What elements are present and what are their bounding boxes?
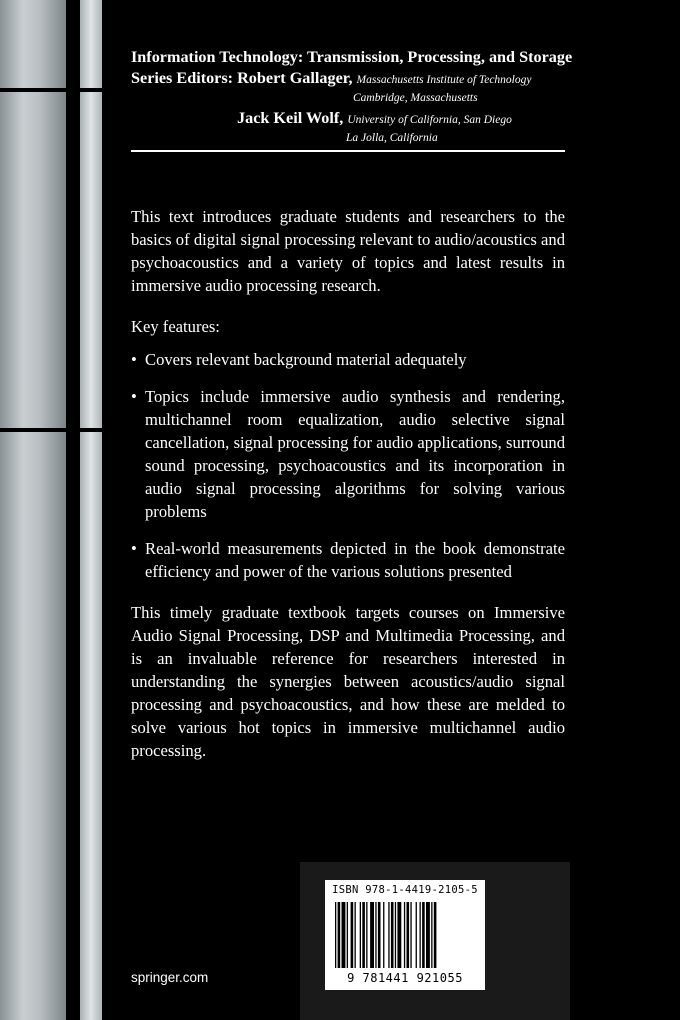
barcode-bars-icon: [335, 902, 475, 968]
publisher-url: springer.com: [131, 970, 209, 985]
feature-item: [131, 348, 565, 371]
feature-item: [131, 537, 565, 583]
barcode: [325, 880, 485, 990]
key-features-label: Key features:: [131, 317, 220, 336]
editor2-affiliation: University of California, San Diego: [347, 114, 512, 126]
header-divider: [131, 150, 565, 152]
spine-decoration: [0, 0, 105, 1020]
editor1-location: Cambridge, Massachusetts: [353, 92, 478, 104]
feature-item: [131, 385, 565, 523]
isbn-text: ISBN 978-1-4419-2105-5: [332, 884, 478, 896]
intro-paragraph: This text introduces graduate students and researchers to the basics of digital signal processing relevant to audio/acoustics and psychoacoustics and a variety of topics and latest results in immersive audio processing research.: [131, 207, 565, 295]
series-editors-label: Series Editors:: [131, 69, 234, 87]
description-body: [131, 205, 565, 762]
editor2-location: La Jolla, California: [346, 132, 438, 144]
barcode-number: 9 781441 921055: [347, 971, 463, 985]
editor1-name: Robert Gallager,: [237, 69, 353, 87]
feature-text: Topics include immersive audio synthesis and rendering, multichannel room equalization, audio selective signal cancellation, signal processing for audio applications, surround sound processing, psychoacoustics and its incorporation in audio signal processing algorithms for solving various problems: [145, 387, 565, 521]
series-title: Information Technology: Transmission, Processing, and Storage: [131, 48, 573, 66]
editor1-affiliation: Massachusetts Institute of Technology: [356, 74, 532, 86]
feature-text: Real-world measurements depicted in the book demonstrate efficiency and power of the various solutions presented: [145, 539, 565, 581]
editor1-row: [131, 68, 571, 90]
bullet-icon: •: [131, 350, 137, 369]
editor2-row: [131, 108, 571, 130]
bullet-icon: •: [131, 539, 137, 558]
feature-text: Covers relevant background material adequately: [145, 350, 467, 369]
closing-paragraph: This timely graduate textbook targets courses on Immersive Audio Signal Processing, DSP and Multimedia Processing, and is an invaluable reference for researchers interested in understanding the synergies between acoustics/audio signal processing and psychoacoustics, and how these are melded to solve various hot topics in immersive multichannel audio processing.: [131, 603, 565, 760]
bullet-icon: •: [131, 387, 137, 406]
editor2-name: Jack Keil Wolf,: [237, 109, 344, 127]
series-header: [131, 46, 571, 146]
